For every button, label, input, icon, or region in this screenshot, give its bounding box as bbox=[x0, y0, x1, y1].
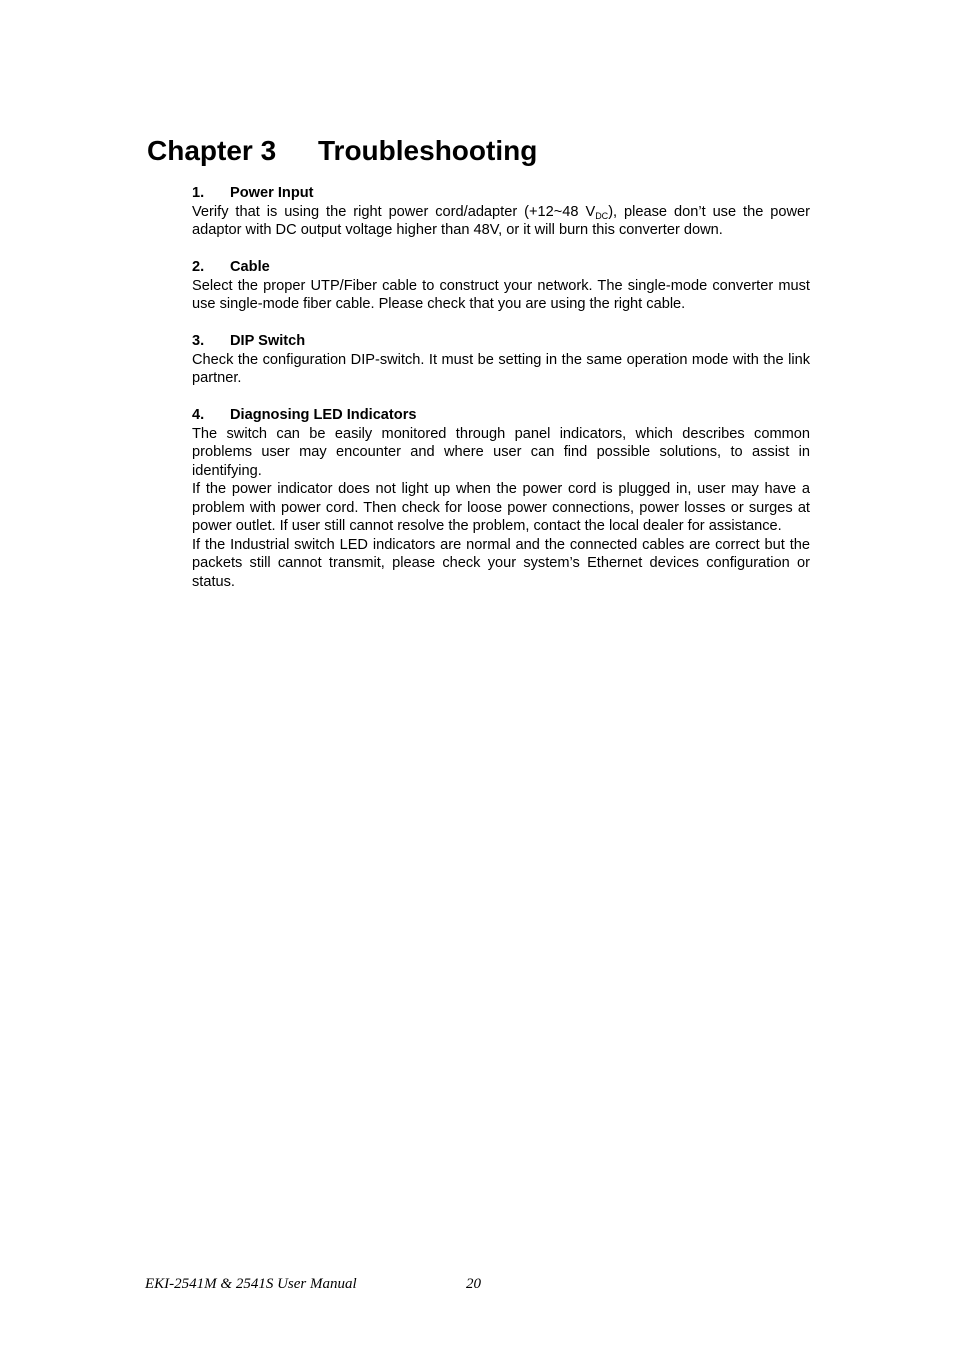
paragraph bbox=[192, 203, 810, 240]
troubleshooting-content bbox=[192, 184, 810, 610]
voltage-subscript: DC bbox=[595, 210, 609, 221]
paragraph: If the power indicator does not light up when the power cord is plugged in, user may have a problem with power cord. Then check for loose power connections, power losses or surges at power outlet. If user still cannot resolve the problem, contact the local dealer for assistance. bbox=[192, 481, 810, 534]
chapter-name: Troubleshooting bbox=[318, 135, 538, 166]
paragraph: If the Industrial switch LED indicators are normal and the connected cables are correct but the packets still cannot transmit, please check your system’s Ethernet devices configuration or status. bbox=[192, 536, 810, 590]
paragraph-text: Verify that is using the right power cord/adapter (+12~48 V bbox=[192, 203, 596, 220]
paragraph-text: ), please don’t use the power adaptor with DC output voltage higher than 48V, or it will burn this converter down. bbox=[192, 203, 811, 238]
section-heading bbox=[192, 184, 810, 203]
section-number: 1. bbox=[192, 185, 205, 201]
section-heading bbox=[192, 258, 810, 277]
section-heading bbox=[192, 406, 810, 425]
section-title: Cable bbox=[230, 259, 270, 275]
section-title: Diagnosing LED Indicators bbox=[230, 407, 417, 423]
page-number: 20 bbox=[466, 1276, 481, 1292]
section-title: DIP Switch bbox=[230, 333, 306, 349]
paragraph: The switch can be easily monitored through panel indicators, which describes common problems user may encounter and where user can find possible solutions, to assist in identifying. bbox=[192, 425, 810, 479]
paragraph: Select the proper UTP/Fiber cable to construct your network. The single-mode converter must use single-mode fiber cable. Please check that you are using the right cable. bbox=[192, 277, 810, 312]
section-cable bbox=[192, 258, 810, 314]
section-number: 3. bbox=[192, 333, 205, 349]
section-power-input bbox=[192, 184, 810, 240]
section-heading bbox=[192, 332, 810, 351]
paragraph: Check the configuration DIP-switch. It must be setting in the same operation mode with the link partner. bbox=[192, 351, 810, 386]
section-number: 2. bbox=[192, 259, 205, 275]
footer-manual-title: EKI-2541M & 2541S User Manual bbox=[145, 1276, 357, 1292]
section-title: Power Input bbox=[230, 185, 314, 201]
chapter-title bbox=[147, 131, 537, 171]
chapter-number: Chapter 3 bbox=[147, 135, 277, 166]
section-led-indicators bbox=[192, 406, 810, 591]
section-dip-switch bbox=[192, 332, 810, 388]
section-number: 4. bbox=[192, 407, 205, 423]
